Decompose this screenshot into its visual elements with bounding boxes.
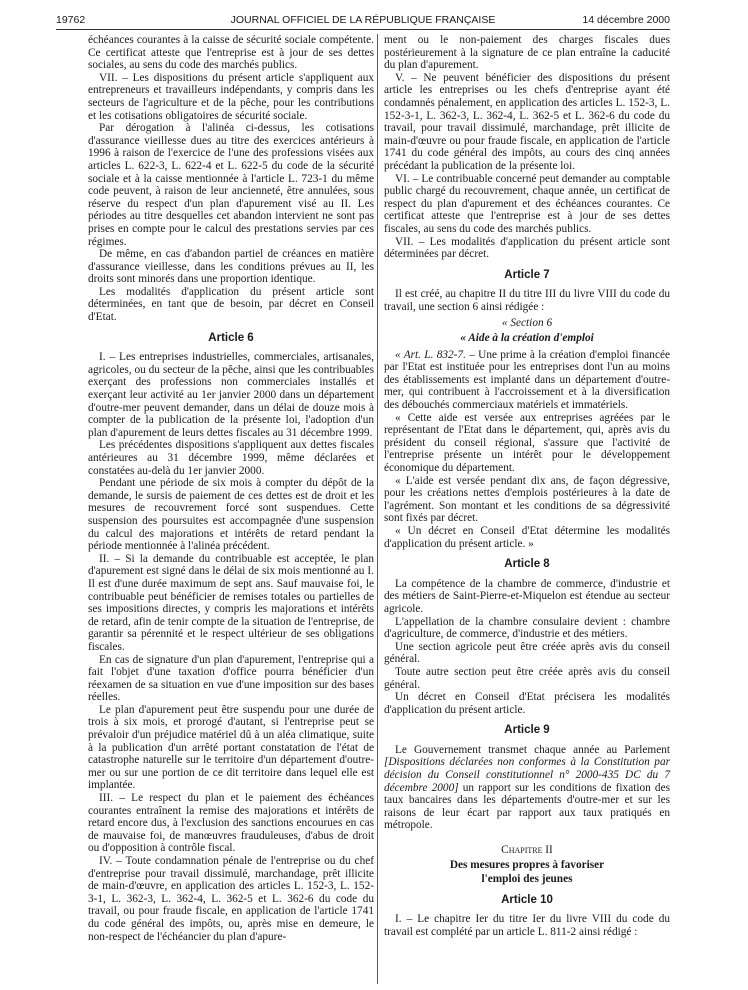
censored-provision: [Dispositions déclarées non conformes à la Constitution par décision du Conseil constitutionnel n° 2000-435 DC du 7 décembre 2000] (384, 756, 670, 794)
paragraph: « Cette aide est versée aux entreprises agréées par le représentant de l'Etat dans le département, qui, après avis du président du conseil régional, s'assure que l'activité de l'entreprise présente un intérêt pour le développement économique du département. (384, 411, 670, 474)
paragraph: La compétence de la chambre de commerce, d'industrie et des métiers de Saint-Pierre-et-Miquelon est étendue au secteur agricole. (384, 577, 670, 615)
page-header (56, 12, 670, 28)
paragraph: Une section agricole peut être créée après avis du conseil général. (384, 640, 670, 666)
journal-title: JOURNAL OFFICIEL DE LA RÉPUBLIQUE FRANÇAISE (230, 14, 496, 26)
chapter-title-line-2: l'emploi des jeunes (481, 873, 573, 886)
right-column (384, 34, 670, 939)
paragraph: L'appellation de la chambre consulaire devient : chambre d'agriculture, de commerce, d'industrie et des métiers. (384, 615, 670, 641)
article-7-heading: Article 7 (504, 268, 550, 281)
paragraph: IV. – Toute condamnation pénale de l'entreprise ou du chef d'entreprise pour travail dissimulé, marchandage, prêt illicite de main-d'œuvre, en application des articles L. 152-3, L. 152-3-1, L. 362-3, L. 362-4, L. 362-5 et L. 362-6 du code du travail, ou pour fraude fiscale, en application de l'article 1741 du code général des impôts, ou, après mise en demeure, le non-respect de l'échéancier du plan d'apure- (88, 855, 374, 943)
page-number: 19762 (56, 14, 86, 26)
paragraph: Les modalités d'application du présent article sont déterminées, en tant que de besoin, par décret en Conseil d'Etat. (88, 285, 374, 324)
paragraph: « L'aide est versée pendant dix ans, de façon dégressive, pour les créations nettes d'emplois postérieures à la date de l'agrément. Son montant et les conditions de sa dégressivité sont fixés par décret. (384, 474, 670, 525)
left-column (88, 34, 374, 943)
article-6-heading: Article 6 (208, 331, 254, 344)
paragraph: Les précédentes dispositions s'appliquent aux dettes fiscales antérieures au 31 décembre 1999, même déclarées et constatées au-delà du 1er janvier 2000. (88, 439, 374, 477)
column-separator (377, 34, 378, 984)
paragraph: VII. – Les modalités d'application du présent article sont déterminées par décret. (384, 235, 670, 261)
paragraph: III. – Le respect du plan et le paiement des échéances courantes entraînent la remise des majorations et intérêts de retard encore dus, à l'exclusion des sanctions encourues en cas de mauvaise foi, de manœuvres frauduleuses, d'abus de droit ou d'opposition à contrôle fiscal. (88, 792, 374, 855)
paragraph: Toute autre section peut être créée après avis du conseil général. (384, 665, 670, 691)
paragraph: I. – Le chapitre Ier du titre Ier du livre VIII du code du travail est complété par un article L. 811-2 ainsi rédigé : (384, 913, 670, 938)
paragraph: VII. – Les dispositions du présent article s'appliquent aux entrepreneurs et travailleurs indépendants, y compris dans les secteurs de l'agriculture et de la pêche, pour les contributions et les cotisations obligatoires de sécurité sociale. (88, 71, 374, 122)
article-10-heading: Article 10 (501, 893, 553, 906)
paragraph: Il est créé, au chapitre II du titre III du livre VIII du code du travail, une section 6 ainsi rédigée : (384, 288, 670, 313)
paragraph (384, 744, 670, 832)
paragraph: Un décret en Conseil d'Etat précisera les modalités d'application du présent article. (384, 691, 670, 716)
paragraph: échéances courantes à la caisse de sécurité sociale compétente. Ce certificat atteste que l'entreprise est à jour de ses dettes sociales, au sens du code des marchés publics. (88, 34, 374, 72)
paragraph: I. – Les entreprises industrielles, commerciales, artisanales, agricoles, ou du secteur de la pêche, ainsi que les contribuables exerçant des professions non commerciales installés et exerçant leur activité au 1er janvier 2000 dans un département d'outre-mer peuvent demander, dans un délai de douze mois à compter de la publication de la présente loi, l'adoption d'un plan d'apurement de leurs dettes fiscales au 31 décembre 1999. (88, 351, 374, 439)
paragraph-text: Le Gouvernement transmet chaque année au Parlement (395, 743, 670, 756)
chapter-title-line-1: Des mesures propres à favoriser (449, 858, 605, 871)
paragraph: V. – Ne peuvent bénéficier des dispositions du présent article les entreprises ou les chefs d'entreprise ayant été condamnés pénalement, en application des articles L. 152-3, L. 152-3-1, L. 362-3, L. 362-4, L. 362-5 et L. 362-6 du code du travail, pour travail dissimulé, marchandage, prêt illicite de main-d'œuvre ou pour fraude fiscale, en application de l'article 1741 du code général des impôts, au cours des cinq années précédant la publication de la présente loi. (384, 71, 670, 172)
paragraph: VI. – Le contribuable concerné peut demander au comptable public chargé du recouvrement, chaque année, un certificat de respect du plan d'apurement et des échéances courantes. Ce certificat atteste que l'entreprise est à jour de ses dettes fiscales, au sens du code des marchés publics. (384, 172, 670, 235)
paragraph-text: un rapport sur les conditions de fixation des taux bancaires dans les départements d'outre-mer et sur les raisons de leur écart par rapport aux taux pratiqués en métropole. (384, 781, 670, 832)
paragraph: « Un décret en Conseil d'Etat détermine les modalités d'application du présent article. » (384, 524, 670, 550)
article-reference: « Art. L. 832-7. (395, 348, 466, 361)
paragraph: De même, en cas d'abandon partiel de créances en matière d'assurance vieillesse, dans les conditions prévues au II, les droits sont minorés dans une proportion identique. (88, 248, 374, 286)
article-9-heading: Article 9 (504, 724, 550, 737)
article-8-heading: Article 8 (504, 558, 550, 571)
issue-date: 14 décembre 2000 (582, 14, 670, 26)
paragraph (384, 349, 670, 412)
paragraph: En cas de signature d'un plan d'apurement, l'entreprise qui a fait l'objet d'une taxation d'office pourra bénéficier d'un réexamen de sa situation en vue d'une imposition sur des bases réelles. (88, 653, 374, 704)
section-subtitle: « Aide à la création d'emploi (460, 332, 594, 345)
paragraph-text: – Une prime à la création d'emploi financée par l'Etat est instituée pour les entreprises dont l'un au moins des établissements est implanté dans un département d'outre-mer, qui contribuent à l'accroissement et à la diversification des débouchés commerciaux matériels et immatériels. (384, 348, 670, 412)
paragraph: Le plan d'apurement peut être suspendu pour une durée de trois à six mois, et prorogé d'autant, si l'entreprise peut se prévaloir d'un préjudice matériel dû à un aléa climatique, suite à la publication d'un arrêté portant constatation de l'état de catastrophe naturelle sur le territoire d'un département d'outre-mer ou sur une portion de ce dit territoire dans lequel elle est implantée. (88, 703, 374, 792)
chapter-label: Chapitre II (501, 844, 553, 857)
header-rule (56, 29, 670, 30)
paragraph: Par dérogation à l'alinéa ci-dessus, les cotisations d'assurance vieillesse dues au titre des exercices antérieurs à 1996 à raison de l'exercice de l'une des professions visées aux articles L. 622-3, L. 622-4 et L. 622-5 du code de la sécurité sociale et à la caisse mentionnée à l'article L. 723-1 du même code peuvent, à raison de leur ancienneté, être annulées, sous réserve du respect d'un plan d'apurement visé au II. Les périodes au titre desquelles cet abandon intervient ne sont pas prises en compte pour le calcul des prestations servies par ces régimes. (88, 122, 374, 248)
paragraph: Pendant une période de six mois à compter du dépôt de la demande, le sursis de paiement de ces dettes est de droit et les mesures de recouvrement forcé sont suspendues. Cette suspension des poursuites est accompagnée d'une suspension du calcul des majorations et intérêts de retard pendant la période mentionnée à l'alinéa précédent. (88, 477, 374, 553)
paragraph: ment ou le non-paiement des charges fiscales dues postérieurement à la signature de ce plan entraîne la caducité du plan d'apurement. (384, 34, 670, 72)
section-title: « Section 6 (501, 317, 553, 330)
paragraph: II. – Si la demande du contribuable est acceptée, le plan d'apurement est signé dans le délai de six mois mentionné au I. Il est d'une durée maximum de sept ans. Sauf mauvaise foi, le contribuable peut bénéficier de remises totales ou partielles de ses impositions directes, y compris les majorations et intérêts de retard, afin de tenir compte de la situation de l'entreprise, de garantir sa pérennité et le respect ultérieur de ses obligations fiscales. (88, 552, 374, 653)
